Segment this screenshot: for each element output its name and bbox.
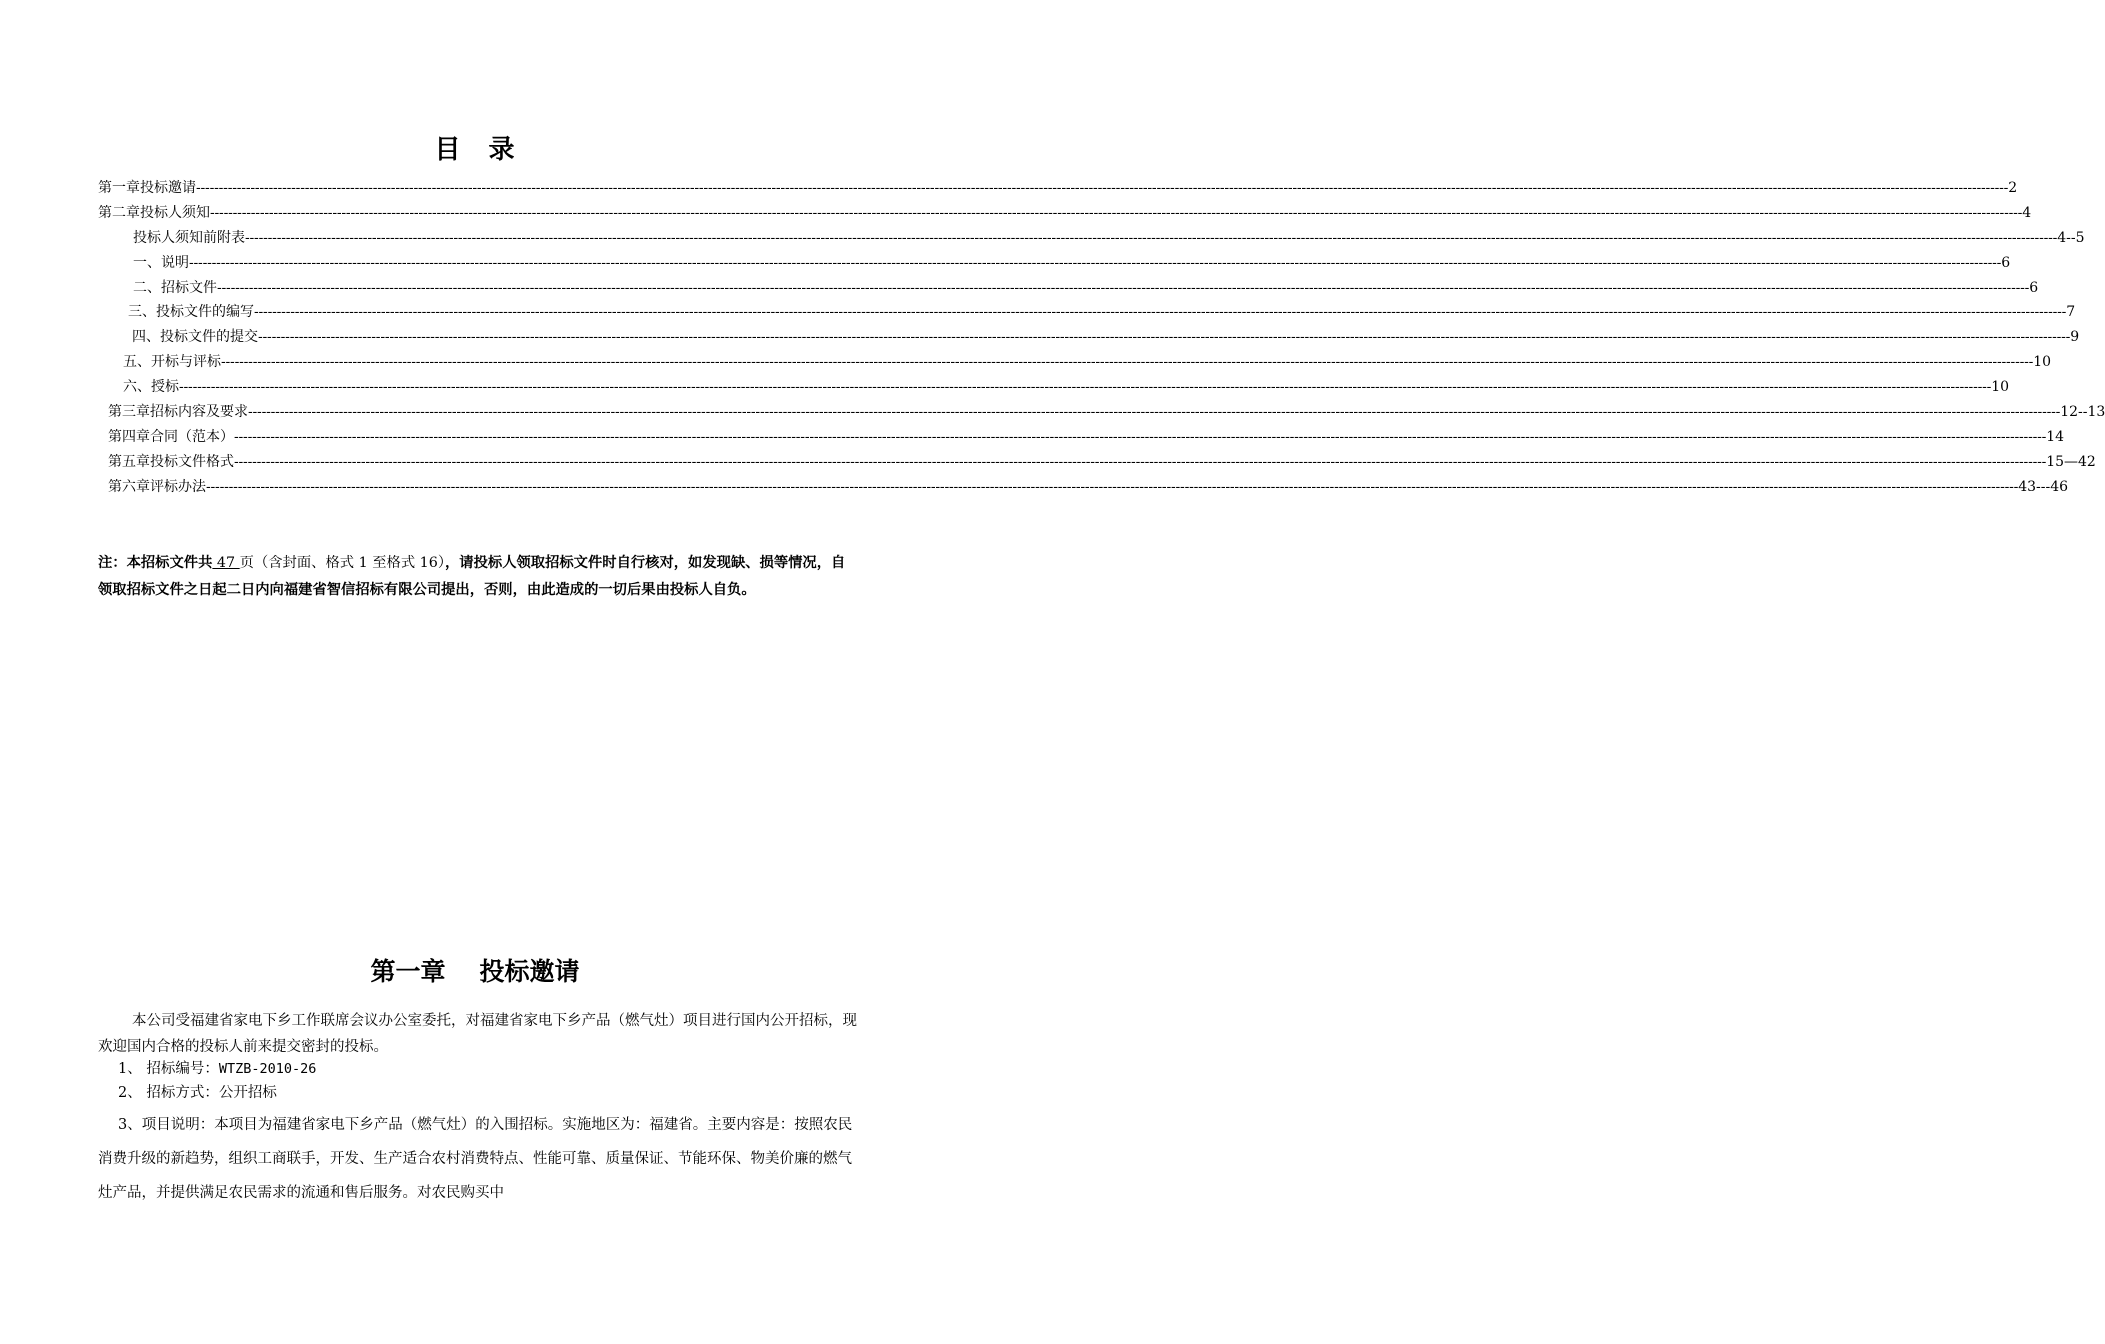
toc-row-text: 投标人须知前附表 — [133, 230, 245, 246]
toc-row — [98, 178, 2018, 198]
toc-row-page: 12--13 — [2060, 404, 2105, 420]
toc-leader: ---------------------------------------------------------------------------------------------------------------------------------------------------------------------------------------------------------------------------------------------------------------------------------------------------------------------------------------------------------------------------------------------------------------- — [221, 354, 2034, 370]
toc-row-text: 合同（范本） — [150, 429, 234, 445]
toc-row-text: 开标与评标 — [151, 354, 221, 370]
toc-row-text: 投标邀请 — [140, 180, 196, 196]
note-mid: 页（含封面、格式 1 至格式 16） — [239, 555, 446, 571]
note-page-count: 47 — [212, 555, 240, 571]
toc-row-text: 评标办法 — [150, 479, 206, 495]
toc-row-text: 投标文件的提交 — [160, 329, 258, 345]
toc-row-label: 第四章 — [108, 429, 150, 445]
toc-row-label: 五、 — [123, 354, 151, 370]
toc-row-page: 4 — [2022, 205, 2032, 221]
toc-row-page: 6 — [2029, 280, 2039, 296]
toc-leader: ---------------------------------------------------------------------------------------------------------------------------------------------------------------------------------------------------------------------------------------------------------------------------------------------------------------------------------------------------------------------------------------------------------------- — [179, 379, 1992, 395]
toc-row-page: 2 — [2008, 180, 2018, 196]
toc-leader: ---------------------------------------------------------------------------------------------------------------------------------------------------------------------------------------------------------------------------------------------------------------------------------------------------------------------------------------------------------------------------------------------------------------- — [234, 454, 2047, 470]
toc-row-page: 4--5 — [2057, 230, 2085, 246]
toc-leader: ---------------------------------------------------------------------------------------------------------------------------------------------------------------------------------------------------------------------------------------------------------------------------------------------------------------------------------------------------------------------------------------------------------------- — [254, 304, 2067, 320]
toc-row — [108, 402, 2105, 422]
toc-leader: ---------------------------------------------------------------------------------------------------------------------------------------------------------------------------------------------------------------------------------------------------------------------------------------------------------------------------------------------------------------------------------------------------------------- — [245, 230, 2058, 246]
toc-row-page: 9 — [2070, 329, 2080, 345]
toc-row — [133, 278, 2039, 298]
toc-leader: ---------------------------------------------------------------------------------------------------------------------------------------------------------------------------------------------------------------------------------------------------------------------------------------------------------------------------------------------------------------------------------------------------------------- — [248, 404, 2061, 420]
toc-row — [108, 452, 2096, 472]
toc-row-text: 投标文件格式 — [150, 454, 234, 470]
toc-row-page: 7 — [2066, 304, 2076, 320]
tender-number-label: 1、 招标编号： — [118, 1061, 219, 1077]
toc-leader: ---------------------------------------------------------------------------------------------------------------------------------------------------------------------------------------------------------------------------------------------------------------------------------------------------------------------------------------------------------------------------------------------------------------- — [234, 429, 2047, 445]
toc-row-label: 四、 — [132, 329, 160, 345]
toc-leader: ---------------------------------------------------------------------------------------------------------------------------------------------------------------------------------------------------------------------------------------------------------------------------------------------------------------------------------------------------------------------------------------------------------------- — [196, 180, 2009, 196]
toc-row-page: 14 — [2046, 429, 2065, 445]
toc-row — [133, 228, 2085, 248]
toc-leader: ---------------------------------------------------------------------------------------------------------------------------------------------------------------------------------------------------------------------------------------------------------------------------------------------------------------------------------------------------------------------------------------------------------------- — [210, 205, 2023, 221]
toc-row — [123, 377, 2010, 397]
toc-row-label: 第二章 — [98, 205, 140, 221]
chapter-intro: 本公司受福建省家电下乡工作联席会议办公室委托，对福建省家电下乡产品（燃气灶）项目进行国内公开招标，现欢迎国内合格的投标人前来提交密封的投标。 — [98, 1013, 857, 1055]
tender-number — [98, 1057, 878, 1081]
chapter-number: 第一章 — [370, 957, 446, 986]
project-description: 3、项目说明：本项目为福建省家电下乡产品（燃气灶）的入围招标。实施地区为：福建省。主要内容是：按照农民消费升级的新趋势，组织工商联手，开发、生产适合农村消费特点、性能可靠、质量保证、节能环保、物美价廉的燃气灶产品，并提供满足农民需求的流通和售后服务。对农民购买中 — [98, 1117, 853, 1201]
toc-row-label: 第六章 — [108, 479, 150, 495]
toc-row-page: 15—42 — [2046, 454, 2096, 470]
toc-row — [132, 327, 2080, 347]
toc-row — [123, 352, 2052, 372]
toc-row-page: 10 — [1991, 379, 2010, 395]
toc-row-label: 一、 — [133, 255, 161, 271]
toc-leader: ---------------------------------------------------------------------------------------------------------------------------------------------------------------------------------------------------------------------------------------------------------------------------------------------------------------------------------------------------------------------------------------------------------------- — [189, 255, 2002, 271]
toc-row-label: 第五章 — [108, 454, 150, 470]
toc-row — [133, 253, 2011, 273]
toc-row-page: 43---46 — [2018, 479, 2069, 495]
toc-leader: ---------------------------------------------------------------------------------------------------------------------------------------------------------------------------------------------------------------------------------------------------------------------------------------------------------------------------------------------------------------------------------------------------------------- — [258, 329, 2071, 345]
toc-leader: ---------------------------------------------------------------------------------------------------------------------------------------------------------------------------------------------------------------------------------------------------------------------------------------------------------------------------------------------------------------------------------------------------------------- — [206, 479, 2019, 495]
note-prefix: 注：本招标文件共 — [98, 555, 213, 571]
toc-row-text: 说明 — [161, 255, 189, 271]
toc-leader: ---------------------------------------------------------------------------------------------------------------------------------------------------------------------------------------------------------------------------------------------------------------------------------------------------------------------------------------------------------------------------------------------------------------- — [217, 280, 2030, 296]
toc-row — [108, 477, 2069, 497]
toc-row — [128, 302, 2076, 322]
toc-row-label: 二、 — [133, 280, 161, 296]
chapter-name: 投标邀请 — [479, 957, 580, 986]
toc-row — [108, 427, 2065, 447]
toc-title: 目 录 — [434, 135, 516, 165]
toc-row-label: 三、 — [128, 304, 156, 320]
chapter-title — [0, 952, 950, 992]
toc-row-text: 投标人须知 — [140, 205, 210, 221]
toc-row-label: 六、 — [123, 379, 151, 395]
note-suffix: ，请投标人领取招标文件时自行核对，如发现缺、损等情况，自领取招标文件之日起二日内向福建省智信招标有限公司提出，否则，由此造成的一切后果由投标人自负。 — [98, 555, 846, 598]
toc-row — [98, 203, 2032, 223]
tender-number-value: WTZB-2010-26 — [218, 1061, 317, 1077]
tender-method: 2、 招标方式：公开招标 — [118, 1085, 277, 1101]
toc-row-text: 投标文件的编写 — [156, 304, 254, 320]
toc-row-label: 第一章 — [98, 180, 140, 196]
toc-row-label: 第三章 — [108, 404, 150, 420]
toc-row-page: 10 — [2033, 354, 2052, 370]
toc-row-page: 6 — [2001, 255, 2011, 271]
toc-row-text: 招标内容及要求 — [150, 404, 248, 420]
document-note — [98, 550, 858, 603]
toc-row-text: 招标文件 — [161, 280, 217, 296]
toc-row-text: 授标 — [151, 379, 179, 395]
